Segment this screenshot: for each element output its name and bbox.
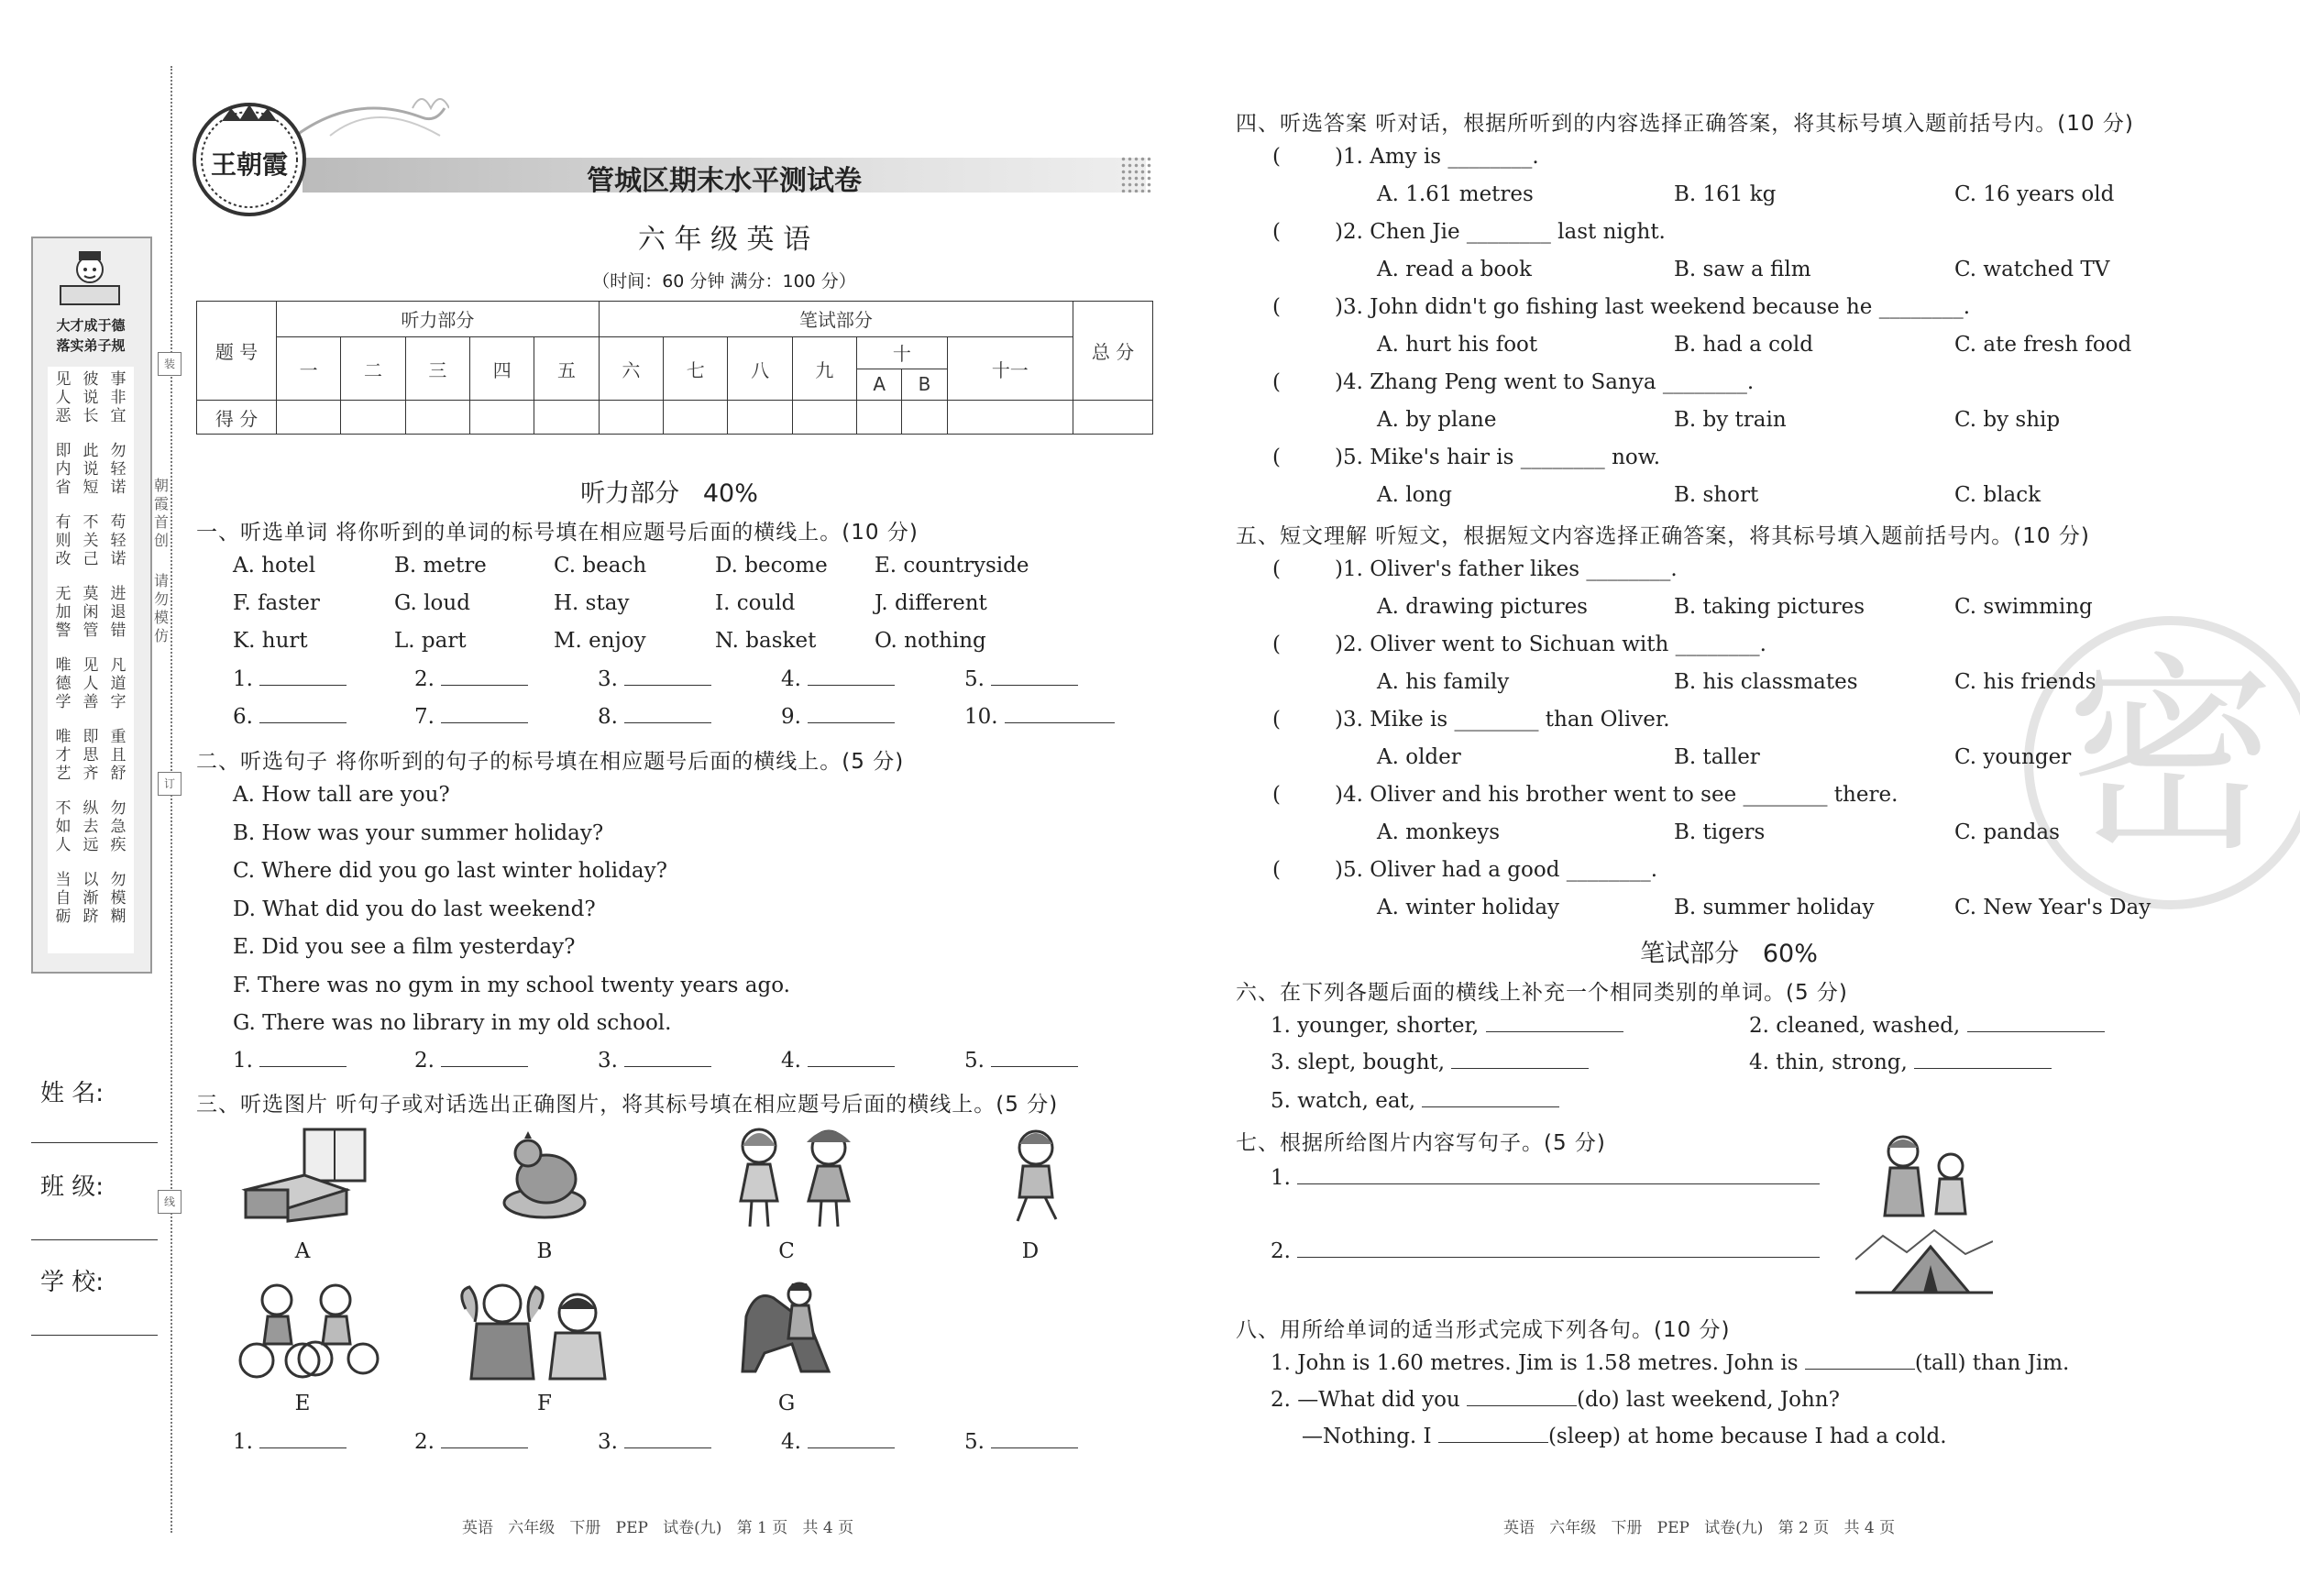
motto-column: 不如人 xyxy=(55,799,72,854)
part4-title: 四、听选答案 听对话，根据所听到的内容选择正确答案，将其标号填入题前括号内。(10 分) xyxy=(1236,112,2134,136)
option-b: B. short xyxy=(1674,483,1759,507)
option-a: A. his family xyxy=(1377,670,1510,694)
option-c: C. by ship xyxy=(1954,408,2061,432)
motto-column: 即思齐 xyxy=(83,728,99,783)
part6-item-text: 3. slept, bought, xyxy=(1271,1051,1446,1074)
answer-item xyxy=(598,667,711,691)
answer-item xyxy=(964,1430,1078,1454)
motto-column: 见人善 xyxy=(83,656,99,711)
motto-column: 即内省 xyxy=(55,442,72,497)
sentence-line[interactable] xyxy=(1297,1240,1820,1258)
picture-bed-room xyxy=(240,1126,376,1227)
answer-bracket[interactable]: ( xyxy=(1272,295,1281,319)
option-c: C. pandas xyxy=(1954,820,2060,844)
picture-label: B xyxy=(536,1239,553,1263)
sentence-option: C. Where did you go last winter holiday? xyxy=(233,859,667,883)
part7-item xyxy=(1271,1166,1820,1190)
option-b: B. summer holiday xyxy=(1674,896,1875,919)
option-c: C. ate fresh food xyxy=(1954,333,2132,357)
option-b: B. saw a film xyxy=(1674,258,1811,281)
sentence-option: E. Did you see a film yesterday? xyxy=(233,935,576,959)
answer-blank[interactable] xyxy=(441,1431,528,1448)
col-number: 三 xyxy=(405,336,469,400)
part8-text: 2. —What did you xyxy=(1271,1388,1460,1412)
answer-blank[interactable] xyxy=(1805,1352,1915,1370)
answer-blank[interactable] xyxy=(1486,1015,1623,1032)
part8-item xyxy=(1302,1425,1947,1448)
score-cell[interactable] xyxy=(792,401,856,435)
word-option: K. hurt xyxy=(233,629,308,653)
row-label: 题 号 xyxy=(197,302,277,401)
banner-dots xyxy=(1120,156,1153,193)
answer-bracket[interactable]: ( xyxy=(1272,633,1281,656)
answer-item xyxy=(781,667,895,691)
question-text: )1. Amy is ________. xyxy=(1335,145,1539,169)
class-label: 班 级: xyxy=(40,1173,105,1201)
picture-cycling-boys xyxy=(237,1280,380,1381)
question-text: )3. Mike is ________ than Oliver. xyxy=(1335,708,1670,732)
option-b: B. taller xyxy=(1674,745,1760,769)
word-option: A. hotel xyxy=(233,554,316,578)
part6-item xyxy=(1749,1014,2105,1038)
question-text: )4. Oliver and his brother went to see ________ there. xyxy=(1335,783,1898,807)
sentence-option: G. There was no library in my old school. xyxy=(233,1011,672,1035)
picture-camping-tent xyxy=(1855,1223,1993,1296)
answer-number: 4. xyxy=(781,1430,801,1454)
motto-column: 彼说长 xyxy=(83,370,99,425)
motto-column: 重且舒 xyxy=(110,728,127,783)
col-number: 六 xyxy=(599,336,663,400)
word-option: H. stay xyxy=(554,591,630,615)
option-c: C. 16 years old xyxy=(1954,182,2115,206)
answer-item xyxy=(598,705,711,729)
word-option: I. could xyxy=(715,591,796,615)
picture-label: F xyxy=(537,1392,552,1415)
word-option: B. metre xyxy=(394,554,487,578)
fold-mark: 装 xyxy=(158,352,182,376)
part6-item-text: 2. cleaned, washed, xyxy=(1749,1014,1961,1038)
answer-number: 8. xyxy=(598,705,618,729)
answer-number: 4. xyxy=(781,667,801,691)
brand-name: 王朝霞 xyxy=(210,149,288,180)
sentence-option: B. How was your summer holiday? xyxy=(233,820,604,845)
sentence-option: A. How tall are you? xyxy=(233,783,450,807)
answer-blank[interactable] xyxy=(259,1431,347,1448)
answer-item xyxy=(233,1049,347,1073)
answer-blank[interactable] xyxy=(441,706,528,723)
motto-column: 唯才艺 xyxy=(55,728,72,783)
col-sub-a: A xyxy=(857,369,902,401)
part6-item-text: 4. thin, strong, xyxy=(1749,1051,1908,1074)
answer-bracket[interactable]: ( xyxy=(1272,446,1281,469)
option-c: C. his friends xyxy=(1954,670,2096,694)
answer-blank[interactable] xyxy=(624,668,711,686)
part6-item-text: 5. watch, eat, xyxy=(1271,1089,1416,1113)
motto-column: 事非宜 xyxy=(110,370,127,425)
score-cell[interactable] xyxy=(857,401,902,435)
option-b: B. had a cold xyxy=(1674,333,1813,357)
part1-title: 一、听选单词 将你听到的单词的标号填在相应题号后面的横线上。(10 分) xyxy=(196,521,919,545)
total-header: 总 分 xyxy=(1073,302,1153,401)
option-b: B. 161 kg xyxy=(1674,182,1777,206)
answer-number: 5. xyxy=(964,1049,985,1073)
class-field[interactable] xyxy=(31,1239,158,1240)
option-c: C. New Year's Day xyxy=(1954,896,2151,919)
exam-title: 管城区期末水平测试卷 xyxy=(587,165,862,197)
answer-item xyxy=(414,705,528,729)
option-a: A. hurt his foot xyxy=(1377,333,1538,357)
motto-title-2: 落实弟子规 xyxy=(56,337,126,354)
answer-blank[interactable] xyxy=(1438,1425,1548,1443)
picture-two-girls xyxy=(726,1124,869,1232)
motto-column: 勿轻诺 xyxy=(110,442,127,497)
option-a: A. winter holiday xyxy=(1377,896,1560,919)
fold-mark: 订 xyxy=(158,772,182,796)
question-text: )2. Oliver went to Sichuan with ________. xyxy=(1335,633,1766,656)
question-text: )2. Chen Jie ________ last night. xyxy=(1335,220,1666,244)
picture-label: D xyxy=(1021,1239,1040,1263)
word-option: D. become xyxy=(715,554,828,578)
answer-number: 3. xyxy=(598,1049,618,1073)
score-cell[interactable] xyxy=(902,401,947,435)
option-a: A. read a book xyxy=(1377,258,1532,281)
part2-title: 二、听选句子 将你听到的句子的标号填在相应题号后面的横线上。(5 分) xyxy=(196,750,905,774)
part8-text: (tall) than Jim. xyxy=(1914,1351,2070,1375)
answer-item xyxy=(964,667,1078,691)
answer-number: 5. xyxy=(964,667,985,691)
part8-title: 八、用所给单词的适当形式完成下列各句。(10 分) xyxy=(1236,1318,1731,1342)
part5-title: 五、短文理解 听短文，根据短文内容选择正确答案，将其标号填入题前括号内。(10 分) xyxy=(1236,524,2090,548)
word-option: E. countryside xyxy=(875,554,1029,578)
answer-number: 10. xyxy=(964,705,998,729)
score-cell[interactable] xyxy=(947,401,1073,435)
answer-number: 2. xyxy=(414,667,435,691)
picture-skating-kid xyxy=(1001,1124,1073,1227)
col-number: 二 xyxy=(341,336,405,400)
option-a: A. by plane xyxy=(1377,408,1497,432)
option-a: A. monkeys xyxy=(1377,820,1501,844)
motto-column: 勿急疾 xyxy=(110,799,127,854)
name-field[interactable] xyxy=(31,1142,158,1143)
part6-item xyxy=(1271,1051,1589,1074)
motto-column: 勿模糊 xyxy=(110,871,127,926)
scholar-illustration xyxy=(51,246,128,310)
answer-blank[interactable] xyxy=(1451,1051,1589,1069)
question-text: )5. Mike's hair is ________ now. xyxy=(1335,446,1661,469)
written-heading: 笔试部分 60% xyxy=(1640,940,1818,968)
score-cell[interactable] xyxy=(664,401,728,435)
answer-blank[interactable] xyxy=(1967,1015,2105,1032)
word-option: J. different xyxy=(875,591,987,615)
motto-text xyxy=(48,367,134,953)
answer-item xyxy=(598,1049,711,1073)
option-b: B. tigers xyxy=(1674,820,1766,844)
answer-blank[interactable] xyxy=(259,706,347,723)
answer-number: 1. xyxy=(233,667,253,691)
option-a: A. 1.61 metres xyxy=(1377,182,1534,206)
answer-bracket[interactable]: ( xyxy=(1272,220,1281,244)
answer-item xyxy=(964,1049,1078,1073)
fold-text: 请勿模仿 xyxy=(153,572,169,644)
score-cell[interactable] xyxy=(728,401,792,435)
part8-text: —Nothing. I xyxy=(1302,1425,1432,1448)
word-option: F. faster xyxy=(233,591,320,615)
answer-blank[interactable] xyxy=(1005,706,1115,723)
motto-column: 苟轻诺 xyxy=(110,513,127,568)
answer-bracket[interactable]: ( xyxy=(1272,557,1281,581)
motto-column: 凡道字 xyxy=(110,656,127,711)
answer-item xyxy=(964,705,1115,729)
part3-title: 三、听选图片 听句子或对话选出正确图片，将其标号填在相应题号后面的横线上。(5 分) xyxy=(196,1093,1059,1117)
part6-item xyxy=(1271,1014,1623,1038)
answer-blank[interactable] xyxy=(441,1050,528,1067)
answer-blank[interactable] xyxy=(808,1431,895,1448)
question-text: )1. Oliver's father likes ________. xyxy=(1335,557,1678,581)
picture-horse-riding xyxy=(737,1280,838,1379)
picture-label: C xyxy=(778,1239,795,1263)
listening-header: 听力部分 xyxy=(277,302,600,337)
score-cell[interactable] xyxy=(341,401,405,435)
option-a: A. long xyxy=(1377,483,1452,507)
col-number: 十一 xyxy=(947,336,1073,400)
part7-item xyxy=(1271,1239,1820,1263)
col-sub-b: B xyxy=(902,369,947,401)
part6-item xyxy=(1749,1051,2052,1074)
time-info: （时间：60 分钟 满分：100 分） xyxy=(592,271,856,292)
answer-number: 2. xyxy=(414,1430,435,1454)
motto-column: 当自砺 xyxy=(55,871,72,926)
option-a: A. drawing pictures xyxy=(1377,595,1588,619)
option-b: B. his classmates xyxy=(1674,670,1858,694)
col-number: 七 xyxy=(664,336,728,400)
answer-blank[interactable] xyxy=(624,1431,711,1448)
answer-blank[interactable] xyxy=(808,668,895,686)
binding-line xyxy=(171,66,172,1533)
question-text: )3. John didn't go fishing last weekend because he ________. xyxy=(1335,295,1971,319)
answer-number: 6. xyxy=(233,705,253,729)
answer-number: 5. xyxy=(964,1430,985,1454)
answer-blank[interactable] xyxy=(808,706,895,723)
answer-blank[interactable] xyxy=(1467,1389,1577,1406)
answer-number: 3. xyxy=(598,667,618,691)
picture-label: E xyxy=(294,1392,311,1415)
subject-title: 六 年 级 英 语 xyxy=(637,224,811,256)
motto-column: 见人恶 xyxy=(55,370,72,425)
part7-number: 2. xyxy=(1271,1239,1291,1263)
answer-item xyxy=(414,667,528,691)
part8-text: (do) last weekend, John? xyxy=(1577,1388,1840,1412)
answer-blank[interactable] xyxy=(991,1431,1078,1448)
answer-bracket[interactable]: ( xyxy=(1272,145,1281,169)
word-option: O. nothing xyxy=(875,629,986,653)
word-option: G. loud xyxy=(394,591,470,615)
motto-column: 有则改 xyxy=(55,513,72,568)
motto-column: 无加警 xyxy=(55,585,72,640)
picture-label: G xyxy=(777,1392,796,1415)
written-header: 笔试部分 xyxy=(599,302,1073,337)
answer-number: 3. xyxy=(598,1430,618,1454)
motto-column: 进退错 xyxy=(110,585,127,640)
answer-item xyxy=(781,1049,895,1073)
motto-column: 以渐跻 xyxy=(83,871,99,926)
answer-bracket[interactable]: ( xyxy=(1272,708,1281,732)
word-option: M. enjoy xyxy=(554,629,646,653)
answer-item xyxy=(414,1049,528,1073)
answer-number: 1. xyxy=(233,1430,253,1454)
answer-item xyxy=(233,705,347,729)
question-text: )5. Oliver had a good ________. xyxy=(1335,858,1658,882)
part8-item xyxy=(1271,1351,2069,1375)
answer-blank[interactable] xyxy=(259,1050,347,1067)
option-a: A. older xyxy=(1377,745,1461,769)
score-cell[interactable] xyxy=(599,401,663,435)
answer-blank[interactable] xyxy=(441,668,528,686)
score-cell[interactable] xyxy=(470,401,534,435)
motto-column: 不关己 xyxy=(83,513,99,568)
answer-blank[interactable] xyxy=(624,1050,711,1067)
answer-number: 7. xyxy=(414,705,435,729)
col-number: 九 xyxy=(792,336,856,400)
option-c: C. younger xyxy=(1954,745,2072,769)
answer-item xyxy=(414,1430,528,1454)
score-row-label: 得 分 xyxy=(197,401,277,435)
part6-item-text: 1. younger, shorter, xyxy=(1271,1014,1480,1038)
sentence-line[interactable] xyxy=(1297,1167,1820,1184)
footer-page1: 英语 六年级 下册 PEP 试卷(九) 第 1 页 共 4 页 xyxy=(462,1519,854,1537)
answer-blank[interactable] xyxy=(991,1050,1078,1067)
word-option: N. basket xyxy=(715,629,817,653)
answer-item xyxy=(781,705,895,729)
answer-number: 2. xyxy=(414,1049,435,1073)
name-label: 姓 名: xyxy=(40,1080,105,1107)
part8-item xyxy=(1271,1388,1840,1412)
col-number: 十 xyxy=(857,336,948,369)
col-number: 八 xyxy=(728,336,792,400)
answer-blank[interactable] xyxy=(1422,1090,1559,1107)
option-c: C. swimming xyxy=(1954,595,2093,619)
picture-strong-man xyxy=(447,1282,614,1381)
picture-chicken-dish xyxy=(501,1126,589,1221)
score-cell[interactable] xyxy=(534,401,599,435)
col-number: 四 xyxy=(470,336,534,400)
score-cell[interactable] xyxy=(1073,401,1153,435)
part8-text: 1. John is 1.60 metres. Jim is 1.58 metres. John is xyxy=(1271,1351,1799,1375)
picture-photo-couple xyxy=(1870,1133,1980,1221)
motto-column: 纵去远 xyxy=(83,799,99,854)
motto-column: 唯德学 xyxy=(55,656,72,711)
answer-blank[interactable] xyxy=(259,668,347,686)
word-option: L. part xyxy=(394,629,467,653)
fold-mark: 线 xyxy=(158,1190,182,1214)
answer-blank[interactable] xyxy=(624,706,711,723)
col-number: 五 xyxy=(534,336,599,400)
sentence-option: D. What did you do last weekend? xyxy=(233,897,596,921)
motto-title-1: 大才成于德 xyxy=(56,317,126,334)
answer-blank[interactable] xyxy=(808,1050,895,1067)
col-number: 一 xyxy=(277,336,341,400)
motto-column: 莫闲管 xyxy=(83,585,99,640)
score-table xyxy=(196,301,1153,435)
answer-blank[interactable] xyxy=(1914,1051,2052,1069)
option-c: C. watched TV xyxy=(1954,258,2110,281)
score-cell[interactable] xyxy=(405,401,469,435)
answer-item xyxy=(781,1430,895,1454)
answer-bracket[interactable]: ( xyxy=(1272,370,1281,394)
part6-item xyxy=(1271,1089,1559,1113)
motto-column: 此说短 xyxy=(83,442,99,497)
part6-title: 六、在下列各题后面的横线上补充一个相同类别的单词。(5 分) xyxy=(1236,981,1848,1005)
word-option: C. beach xyxy=(554,554,647,578)
score-cell[interactable] xyxy=(277,401,341,435)
answer-number: 4. xyxy=(781,1049,801,1073)
part7-number: 1. xyxy=(1271,1166,1291,1190)
answer-item xyxy=(598,1430,711,1454)
question-text: )4. Zhang Peng went to Sanya ________. xyxy=(1335,370,1755,394)
answer-number: 9. xyxy=(781,705,801,729)
fold-text: 朝霞首创 xyxy=(153,477,169,549)
answer-number: 1. xyxy=(233,1049,253,1073)
answer-blank[interactable] xyxy=(991,668,1078,686)
school-label: 学 校: xyxy=(40,1269,105,1296)
option-c: C. black xyxy=(1954,483,2041,507)
part8-text: (sleep) at home because I had a cold. xyxy=(1547,1425,1947,1448)
option-b: B. taking pictures xyxy=(1674,595,1865,619)
listening-heading: 听力部分 40% xyxy=(580,479,758,508)
answer-bracket[interactable]: ( xyxy=(1272,858,1281,882)
footer-page2: 英语 六年级 下册 PEP 试卷(九) 第 2 页 共 4 页 xyxy=(1503,1519,1896,1537)
answer-item xyxy=(233,667,347,691)
option-b: B. by train xyxy=(1674,408,1787,432)
part7-title: 七、根据所给图片内容写句子。(5 分) xyxy=(1236,1131,1606,1155)
answer-bracket[interactable]: ( xyxy=(1272,783,1281,807)
school-field[interactable] xyxy=(31,1335,158,1336)
answer-item xyxy=(233,1430,347,1454)
watermark: 密 xyxy=(2024,616,2300,909)
picture-label: A xyxy=(294,1239,311,1263)
sentence-option: F. There was no gym in my school twenty years ago. xyxy=(233,973,790,997)
